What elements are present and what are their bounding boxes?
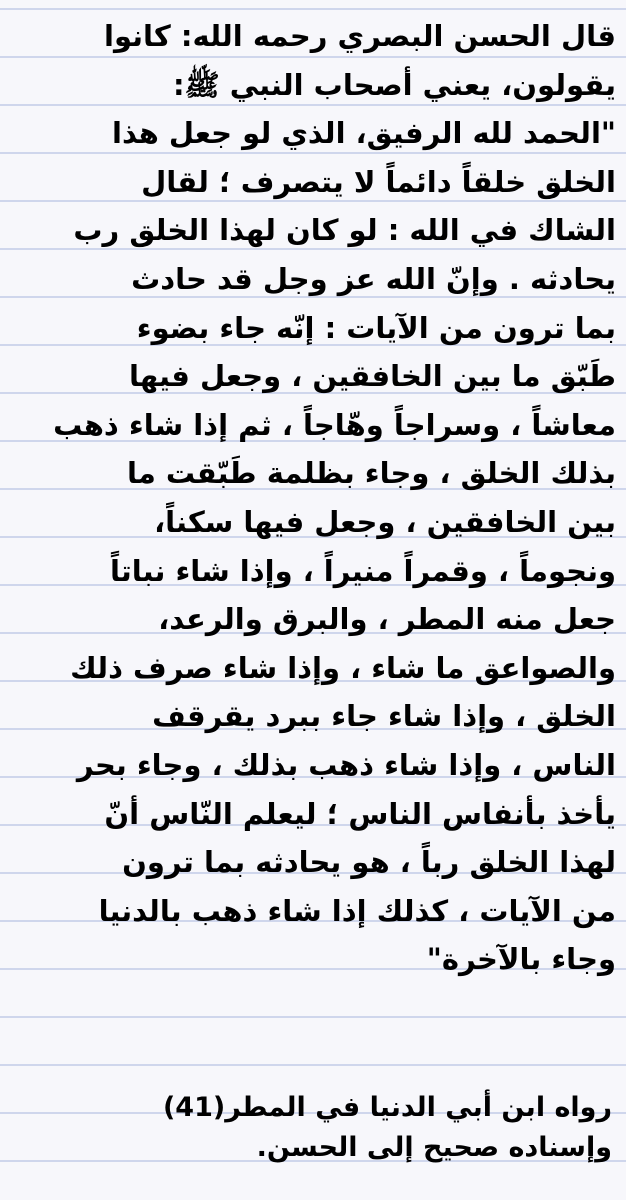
quote-line: يأخذ بأنفاس الناس ؛ ليعلم النّاس أنّ [104, 796, 616, 831]
quote-line: جعل منه المطر ، والبرق والرعد، [158, 602, 616, 637]
quote-line: الشاك في الله : لو كان لهذا الخلق رب [73, 213, 616, 248]
citation-line: رواه ابن أبي الدنيا في المطر(41) [162, 1092, 612, 1123]
quote-line: يقولون، يعني أصحاب النبي ﷺ: [173, 67, 616, 102]
quote-line: الخلق خلقاً دائماً لا يتصرف ؛ لقال [141, 164, 616, 199]
source-citation [14, 1088, 612, 1168]
quote-line: بين الخافقين ، وجعل فيها سكناً، [154, 504, 616, 539]
quote-line: الخلق ، وإذا شاء جاء ببرد يقرقف [152, 699, 616, 734]
quote-line: طَبّق ما بين الخافقين ، وجعل فيها [128, 359, 616, 394]
quote-line: والصواعق ما شاء ، وإذا شاء صرف ذلك [70, 650, 616, 685]
quote-line: قال الحسن البصري رحمه الله: كانوا [104, 19, 616, 53]
quote-line: الناس ، وإذا شاء ذهب بذلك ، وجاء بحر [76, 747, 616, 782]
quote-text-block [10, 12, 616, 984]
quote-line: وجاء بالآخرة" [426, 942, 616, 977]
quote-line: ونجوماً ، وقمراً منيراً ، وإذا شاء نباتاً [109, 553, 616, 588]
quote-line: لهذا الخلق رباً ، هو يحادثه بما ترون [122, 845, 616, 880]
quote-line: "الحمد لله الرفيق، الذي لو جعل هذا [112, 116, 616, 151]
chain-grading-line: وإسناده صحيح إلى الحسن. [256, 1132, 612, 1163]
quote-line: من الآيات ، كذلك إذا شاء ذهب بالدنيا [98, 893, 616, 928]
quote-line: معاشاً ، وسراجاً وهّاجاً ، ثم إذا شاء ذهب [53, 407, 616, 442]
quote-line: يحادثه . وإنّ الله عز وجل قد حادث [131, 261, 616, 296]
quote-line: بذلك الخلق ، وجاء بظلمة طَبّقت ما [126, 456, 616, 491]
quote-line: بما ترون من الآيات : إنّه جاء بضوء [136, 310, 616, 345]
